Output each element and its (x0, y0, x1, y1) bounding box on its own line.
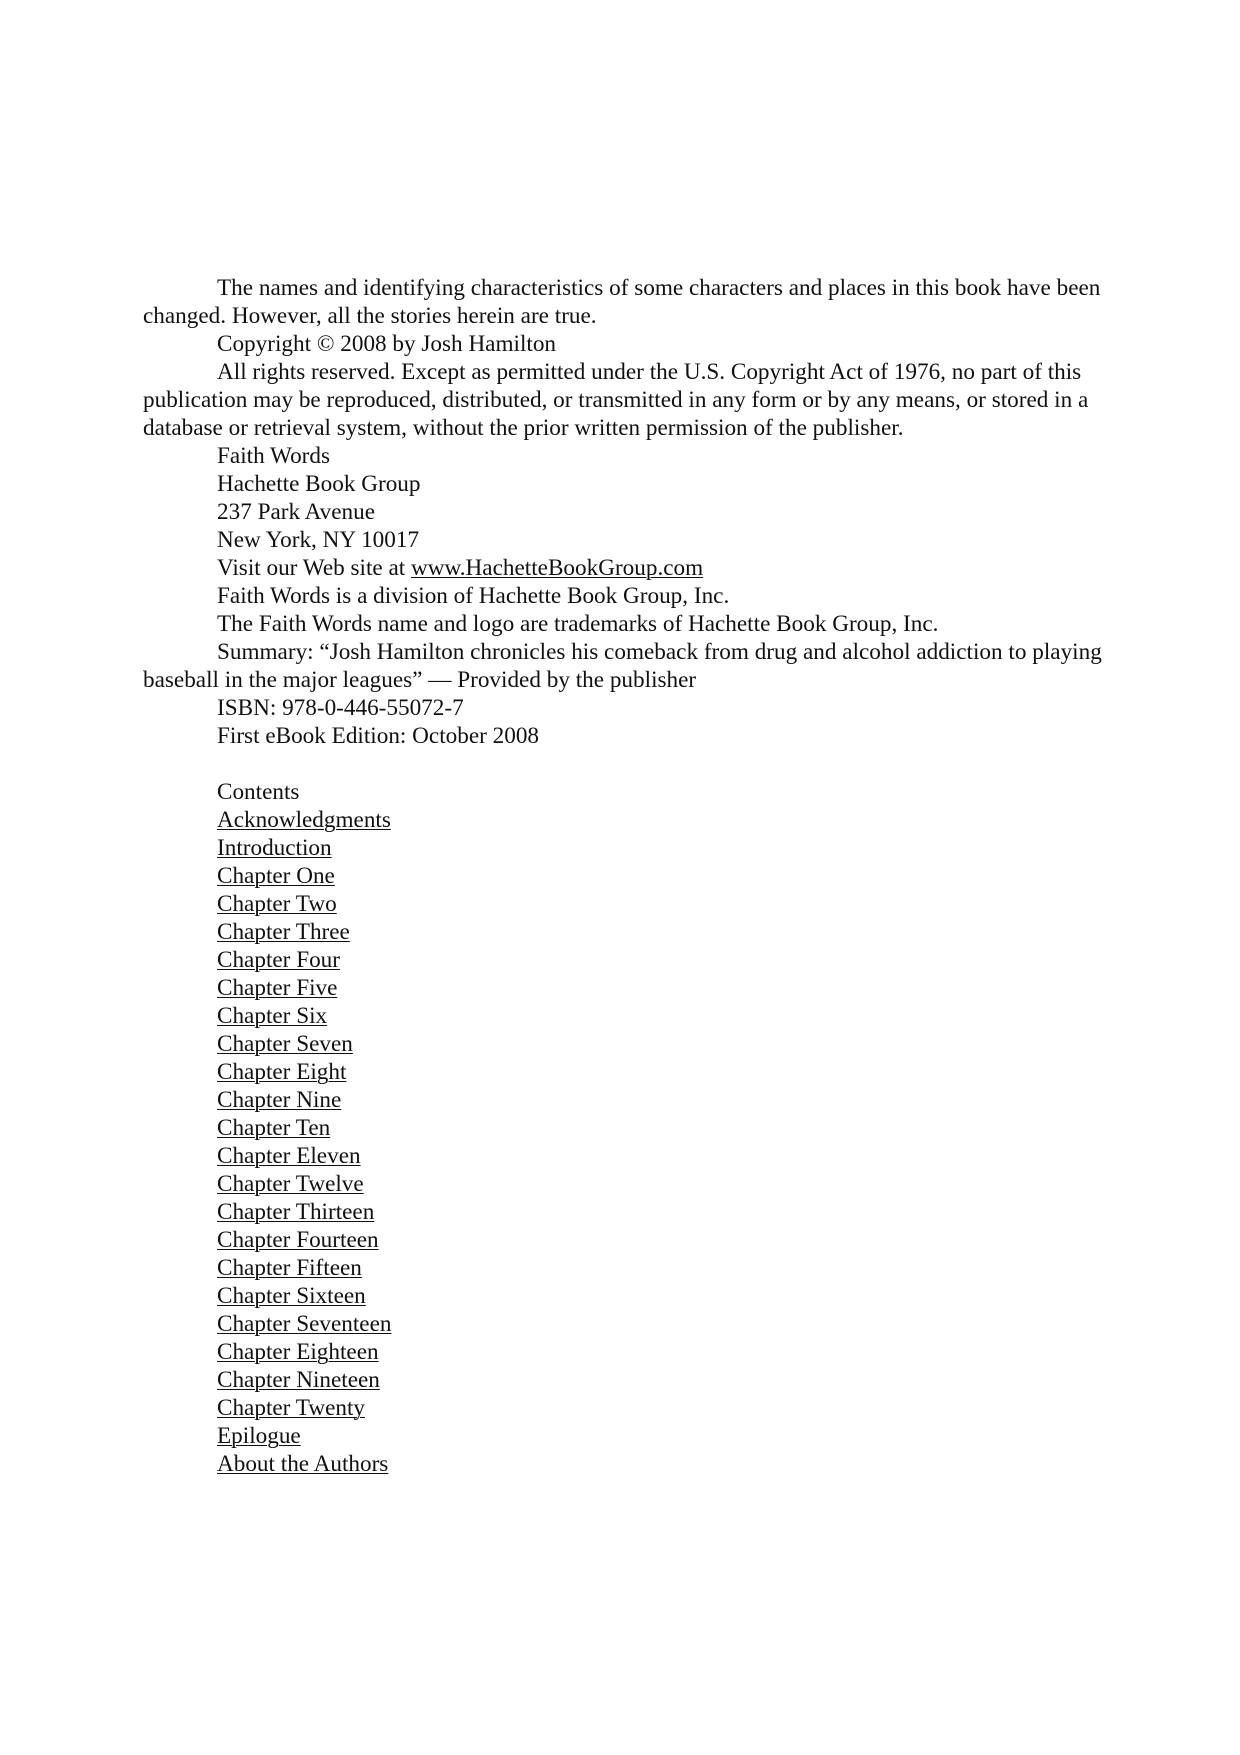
spacer (143, 750, 1103, 778)
toc-link[interactable]: Chapter Four (217, 947, 341, 973)
toc-item (143, 1450, 1103, 1478)
toc-item (143, 1142, 1103, 1170)
copyright-page (143, 274, 1103, 1478)
toc-link[interactable]: Chapter Seventeen (217, 1311, 392, 1337)
website-prefix: Visit our Web site at (217, 555, 412, 581)
toc-link[interactable]: Chapter Fourteen (217, 1227, 379, 1253)
toc-item (143, 1226, 1103, 1254)
edition-line: First eBook Edition: October 2008 (217, 723, 540, 749)
copyright-line: Copyright © 2008 by Josh Hamilton (217, 331, 557, 357)
publisher-city: New York, NY 10017 (217, 527, 420, 553)
toc-item (143, 862, 1103, 890)
toc-link[interactable]: Chapter Ten (217, 1115, 331, 1141)
summary-text: Summary: “Josh Hamilton chronicles his comeback from drug and alcohol addiction to playing baseball in the major leagues” — Provided by the publisher (143, 639, 1102, 693)
toc-link[interactable]: Chapter Eight (217, 1059, 347, 1085)
toc-link[interactable]: Chapter Seven (217, 1031, 353, 1057)
toc-link[interactable]: Introduction (217, 835, 332, 861)
contents-list (143, 806, 1103, 1478)
toc-item (143, 1310, 1103, 1338)
toc-link[interactable]: Chapter Sixteen (217, 1283, 366, 1309)
isbn-line: ISBN: 978-0-446-55072-7 (217, 695, 464, 721)
toc-item (143, 834, 1103, 862)
publisher-group: Hachette Book Group (217, 471, 421, 497)
division-line: Faith Words is a division of Hachette Book Group, Inc. (217, 583, 730, 609)
contents-heading: Contents (217, 779, 300, 805)
rights-text: All rights reserved. Except as permitted under the U.S. Copyright Act of 1976, no part of this publication may be reproduced, distributed, or transmitted in any form or by any means, or stored in a database or retrieval system, without the prior written permission of the publisher. (143, 359, 1089, 441)
toc-link[interactable]: Chapter Fifteen (217, 1255, 362, 1281)
toc-link[interactable]: Acknowledgments (217, 807, 391, 833)
toc-link[interactable]: Chapter Thirteen (217, 1199, 375, 1225)
toc-item (143, 1366, 1103, 1394)
toc-item (143, 974, 1103, 1002)
toc-link[interactable]: Chapter Two (217, 891, 337, 917)
toc-item (143, 1198, 1103, 1226)
toc-link[interactable]: Epilogue (217, 1423, 301, 1449)
toc-item (143, 1338, 1103, 1366)
trademark-line: The Faith Words name and logo are trademarks of Hachette Book Group, Inc. (217, 611, 939, 637)
toc-link[interactable]: Chapter Twelve (217, 1171, 364, 1197)
toc-link[interactable]: Chapter One (217, 863, 335, 889)
website-line (143, 554, 1103, 582)
toc-item (143, 1254, 1103, 1282)
disclaimer-text: The names and identifying characteristics of some characters and places in this book have been changed. However, all the stories herein are true. (143, 275, 1101, 329)
toc-link[interactable]: About the Authors (217, 1451, 389, 1477)
toc-link[interactable]: Chapter Eleven (217, 1143, 361, 1169)
website-link[interactable]: www.HachetteBookGroup.com (411, 555, 704, 581)
toc-item (143, 918, 1103, 946)
toc-item (143, 946, 1103, 974)
toc-link[interactable]: Chapter Nine (217, 1087, 342, 1113)
toc-link[interactable]: Chapter Three (217, 919, 350, 945)
publisher-street: 237 Park Avenue (217, 499, 375, 525)
toc-link[interactable]: Chapter Six (217, 1003, 328, 1029)
publisher-imprint: Faith Words (217, 443, 331, 469)
toc-link[interactable]: Chapter Nineteen (217, 1367, 380, 1393)
toc-item (143, 1002, 1103, 1030)
toc-item (143, 1114, 1103, 1142)
toc-item (143, 1086, 1103, 1114)
toc-item (143, 806, 1103, 834)
toc-link[interactable]: Chapter Eighteen (217, 1339, 379, 1365)
toc-link[interactable]: Chapter Five (217, 975, 338, 1001)
toc-item (143, 1170, 1103, 1198)
toc-item (143, 1058, 1103, 1086)
toc-item (143, 1422, 1103, 1450)
toc-item (143, 890, 1103, 918)
toc-item (143, 1394, 1103, 1422)
toc-link[interactable]: Chapter Twenty (217, 1395, 365, 1421)
toc-item (143, 1282, 1103, 1310)
toc-item (143, 1030, 1103, 1058)
